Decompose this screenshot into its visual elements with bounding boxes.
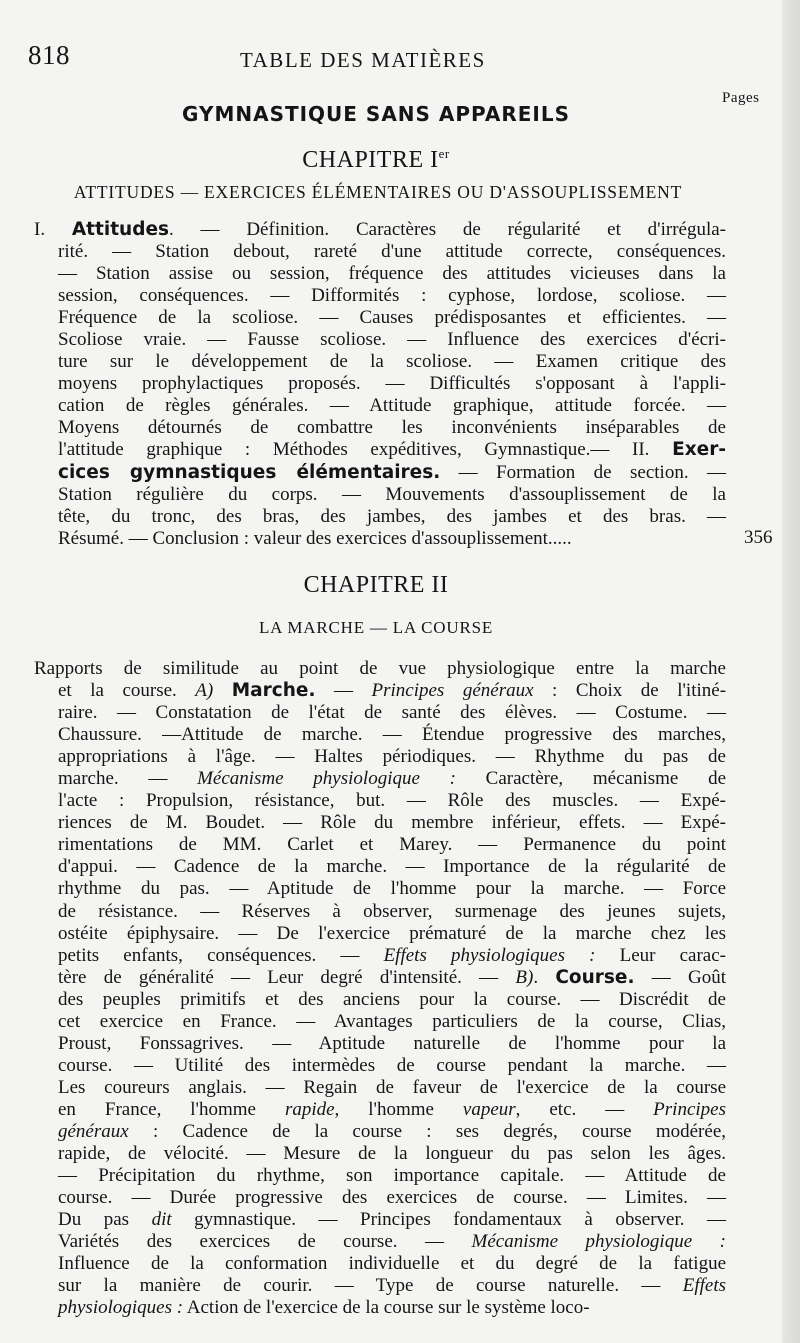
text-run: d'appui. — Cadence de la marche. — Importance de la régularité de — [58, 856, 726, 878]
chapter-2-line — [58, 1055, 726, 1077]
chapter-1-line — [34, 219, 726, 241]
chapter-2-line — [58, 746, 726, 768]
chapter-2-line — [58, 1165, 726, 1187]
bold-term: Marche. — [231, 680, 316, 702]
chapter-2-line — [58, 1011, 726, 1033]
chapter-1-line — [58, 528, 726, 550]
bold-term: Course. — [555, 966, 635, 988]
chapter-2-line — [58, 1143, 726, 1165]
italic-term: généraux — [58, 1120, 129, 1142]
italic-term: B) — [515, 966, 534, 988]
chapter-2-title: CHAPITRE II — [303, 572, 449, 598]
chapter-2-line — [58, 1077, 726, 1099]
text-run: Scoliose vraie. — Fausse scoliose. — Influence des exercices d'écri- — [58, 329, 726, 351]
bold-term: cices gymnastiques élémentaires. — [58, 461, 441, 483]
text-run: Chaussure. —Attitude de marche. — Étendue progressive des marches, — [58, 724, 726, 746]
text-run: Influence de la conformation individuelle et du degré de la fatigue — [58, 1253, 726, 1275]
page-number: 818 — [28, 40, 70, 70]
chapter-1-line — [58, 351, 726, 373]
text-run: session, conséquences. — Difformités : cyphose, lordose, scoliose. — — [58, 285, 726, 307]
text-run: de résistance. — Réserves à observer, surmenage des jeunes sujets, — [58, 900, 726, 922]
text-run: Rapports de similitude au point de vue physiologique entre la marche — [34, 658, 726, 679]
text-run: rimentations de MM. Carlet et Marey. — Permanence du point — [58, 834, 726, 856]
chapter-2-line — [58, 790, 726, 812]
facing-page-edge — [782, 0, 800, 1343]
chapter-2-line — [58, 923, 726, 945]
text-run: Du pas — [58, 1209, 152, 1231]
chapter-2-line — [58, 1231, 726, 1253]
text-run: : Choix de l'itiné- — [533, 680, 727, 702]
running-head: TABLE DES MATIÈRES — [240, 48, 486, 72]
chapter-2-line — [58, 1033, 726, 1055]
chapter-2-line — [58, 1099, 726, 1121]
text-run: rité. — Station debout, rareté d'une attitude correcte, conséquences. — [58, 241, 726, 263]
text-run: course. — Utilité des intermèdes de course pendant la marche. — — [58, 1054, 726, 1076]
part-title: GYMNASTIQUE SANS APPAREILS — [181, 102, 570, 126]
text-run: — — [315, 680, 372, 702]
text-run: rapide, de vélocité. — Mesure de la longueur du pas selon les âges. — [58, 1143, 726, 1165]
text-run: sur la manière de courir. — Type de course naturelle. — — [58, 1275, 683, 1297]
chapter-2-line — [58, 945, 726, 967]
chapter-1-summary — [34, 219, 726, 550]
chapter-2-line — [58, 1121, 726, 1143]
pages-column-label: Pages — [722, 90, 760, 106]
italic-term: rapide — [284, 1098, 335, 1120]
italic-term: Mécanisme physiologique : — [471, 1231, 726, 1253]
text-run: Fréquence de la scoliose. — Causes prédisposantes et efficientes. — — [58, 307, 726, 329]
chapter-2-line — [58, 702, 726, 724]
text-run: Proust, Fonssagrives. — Aptitude naturelle de l'homme pour la — [58, 1032, 726, 1054]
italic-term: Principes généraux — [371, 680, 534, 702]
text-run: — Précipitation du rhythme, son importance capitale. — Attitude de — [58, 1165, 726, 1187]
text-run: riences de M. Boudet. — Rôle du membre inférieur, effets. — Expé- — [58, 812, 726, 834]
chapter-2-line — [58, 1187, 726, 1209]
chapter-2-line — [58, 901, 726, 923]
italic-term: physiologiques : — [58, 1297, 184, 1319]
chapter-1-line — [58, 506, 726, 528]
chapter-2-line — [58, 878, 726, 900]
text-run: , l'homme — [334, 1098, 463, 1120]
text-run: en France, l'homme — [58, 1098, 285, 1120]
italic-term: Effets — [682, 1275, 726, 1297]
italic-term: A) — [195, 680, 214, 702]
chapter-1-line — [58, 395, 726, 417]
italic-term: Effets physiologiques : — [383, 944, 596, 966]
text-run: Station régulière du corps. — Mouvements d'assouplissement de la — [58, 483, 726, 505]
chapter-2-line — [58, 1275, 726, 1297]
text-run — [213, 680, 232, 701]
chapter-2-line — [58, 1297, 726, 1319]
chapter-2-line — [58, 680, 726, 702]
text-run: Variétés des exercices de course. — — [58, 1231, 472, 1253]
chapter-1-line — [58, 439, 726, 461]
text-run: Moyens détournés de combattre les inconvénients inséparables de — [58, 417, 726, 439]
text-run: . — [533, 966, 556, 988]
text-run: cet exercice en France. — Avantages particuliers de la course, Clias, — [58, 1010, 726, 1032]
text-run: appropriations à l'âge. — Haltes périodiques. — Rhythme du pas de — [58, 746, 726, 768]
italic-term: Mécanisme physiologique : — [197, 768, 456, 790]
text-run: course. — Durée progressive des exercices de course. — Limites. — — [58, 1187, 726, 1209]
text-run: tête, du tronc, des bras, des jambes, des jambes et des bras. — — [58, 505, 726, 527]
text-run: rhythme du pas. — Aptitude de l'homme pour la marche. — Force — [58, 878, 726, 900]
italic-term: vapeur — [462, 1098, 516, 1120]
chapter-1-line — [58, 373, 726, 395]
text-run: et la course. — [58, 680, 196, 702]
text-run: Action de l'exercice de la course sur le système loco- — [183, 1297, 590, 1319]
chapter-2-line — [58, 1209, 726, 1231]
text-run: l'acte : Propulsion, résistance, but. — Rôle des muscles. — Expé- — [58, 790, 726, 812]
text-run: des peuples primitifs et des anciens pour la course. — Discrédit de — [58, 988, 726, 1010]
chapter-2-line — [58, 967, 726, 989]
chapter-2-line — [58, 812, 726, 834]
text-run: l'attitude graphique : Méthodes expéditives, Gymnastique.— II. — [58, 439, 673, 461]
chapter-1-title-text: CHAPITRE I — [302, 147, 439, 173]
chapter-1-line — [58, 241, 726, 263]
italic-term: dit — [151, 1209, 172, 1231]
text-run: — Goût — [634, 966, 726, 988]
chapter-2-line — [58, 1253, 726, 1275]
text-run: ture sur le développement de la scoliose. — Examen critique des — [58, 351, 726, 373]
text-run: gymnastique. — Principes fondamentaux à observer. — — [171, 1209, 726, 1231]
text-run: raire. — Constatation de l'état de santé des élèves. — Costume. — — [58, 702, 726, 724]
chapter-1-line — [58, 329, 726, 351]
text-run: Les coureurs anglais. — Regain de faveur de l'exercice de la course — [58, 1076, 726, 1098]
text-run: Caractère, mécanisme de — [455, 768, 727, 790]
bold-term: Exer- — [672, 439, 726, 461]
chapter-2-line — [58, 856, 726, 878]
text-run: marche. — — [58, 768, 198, 790]
text-run: — Formation de section. — — [440, 461, 726, 483]
chapter-2-line — [58, 724, 726, 746]
text-run: moyens prophylactiques proposés. — Difficultés s'opposant à l'appli- — [58, 373, 726, 395]
text-run: . — Définition. Caractères de régularité et d'irrégula- — [169, 219, 726, 240]
italic-term: Principes — [653, 1098, 726, 1120]
text-run: I. — [34, 219, 72, 240]
chapter-1-title-superscript: er — [438, 146, 450, 161]
chapter-1-page-ref: 356 — [744, 527, 773, 548]
chapter-1-heading: ATTITUDES — EXERCICES ÉLÉMENTAIRES OU D'ASSOUPLISSEMENT — [73, 182, 683, 202]
chapter-1-line — [58, 462, 726, 484]
text-run: Résumé. — Conclusion : valeur des exercices d'assouplissement..... — [58, 527, 572, 549]
chapter-1-line — [58, 307, 726, 329]
text-run: ostéite épiphysaire. — De l'exercice prématuré de la marche chez les — [58, 922, 726, 944]
text-run: petits enfants, conséquences. — — [58, 944, 384, 966]
bold-term: Attitudes — [71, 219, 170, 240]
chapter-2-summary — [34, 658, 727, 1319]
text-run: Leur carac- — [595, 944, 726, 966]
text-run: cation de règles générales. — Attitude graphique, attitude forcée. — — [58, 395, 726, 417]
text-run: : Cadence de la course : ses degrés, course modérée, — [128, 1120, 726, 1142]
text-run: — Station assise ou session, fréquence des attitudes vicieuses dans la — [58, 263, 726, 285]
chapter-2-line — [34, 658, 726, 680]
chapter-1-title — [0, 146, 752, 174]
chapter-2-heading: LA MARCHE — LA COURSE — [258, 618, 494, 637]
chapter-2-line — [58, 834, 726, 856]
chapter-1-line — [58, 285, 726, 307]
chapter-1-line — [58, 263, 726, 285]
chapter-2-line — [58, 768, 726, 790]
chapter-1-line — [58, 484, 726, 506]
chapter-1-line — [58, 417, 726, 439]
text-run: tère de généralité — Leur degré d'intensité. — — [58, 966, 516, 988]
text-run: , etc. — — [515, 1098, 654, 1120]
chapter-2-line — [58, 989, 726, 1011]
